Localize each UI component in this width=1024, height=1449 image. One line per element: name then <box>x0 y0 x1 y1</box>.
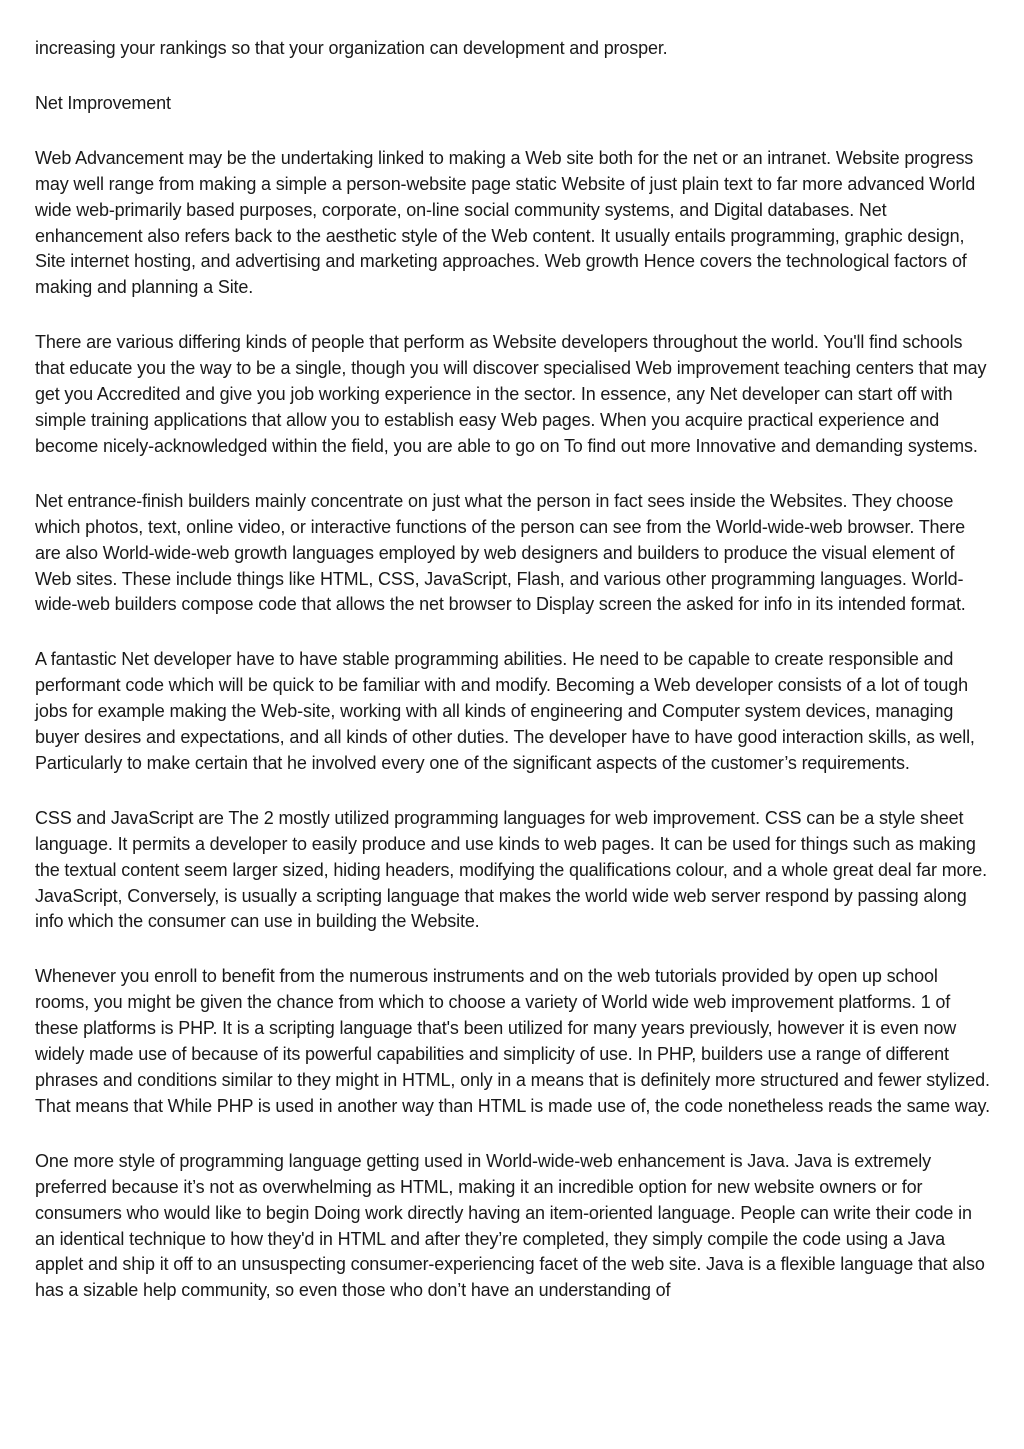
paragraph-web-advancement: Web Advancement may be the undertaking linked to making a Web site both for the net or an intranet. Website progress may well range from making a simple a person-website page static Website of just plain text to far more advanced World wide web-primarily based purposes, corporate, on-line social community systems, and Digital databases. Net enhancement also refers back to the aesthetic style of the Web content. It usually entails programming, graphic design, Site internet hosting, and advertising and marketing approaches. Web growth Hence covers the technological factors of making and planning a Site. <box>35 147 976 298</box>
paragraph-java: One more style of programming language getting used in World-wide-web enhancement is Java. Java is extremely preferred because it’s not as overwhelming as HTML, making it an incredible option for new website owners or for consumers who would like to begin Doing work directly having an item-oriented language. People can write their code in an identical technique to how they'd in HTML and after they’re completed, they simply compile the code using a Java applet and ship it off to an unsuspecting consumer-experiencing facet of the web site. Java is a flexible language that also has a sizable help community, so even those who don’t have an understanding of <box>35 1150 985 1301</box>
paragraph-css-javascript: CSS and JavaScript are The 2 mostly utilized programming languages for web improvement. CSS can be a style sheet language. It permits a developer to easily produce and use kinds to web pages. It can be used for things such as making the textual content seem larger sized, hiding headers, modifying the qualifications colour, and a whole great deal far more. JavaScript, Conversely, is usually a scripting language that makes the world wide web server respond by passing along info which the consumer can use in building the Website. <box>35 807 987 932</box>
section-heading: Net Improvement <box>35 92 171 113</box>
paragraph-front-end-builders: Net entrance-finish builders mainly concentrate on just what the person in fact sees inside the Websites. They choose which photos, text, online video, or interactive functions of the person can see from the World-wide-web browser. There are also World-wide-web growth languages employed by web designers and builders to produce the visual element of Web sites. These include things like HTML, CSS, JavaScript, Flash, and various other programming languages. World-wide-web builders compose code that allows the net browser to Display screen the asked for info in its intended format. <box>35 490 966 615</box>
paragraph-php: Whenever you enroll to benefit from the numerous instruments and on the web tutorials provided by open up school rooms, you might be given the chance from which to choose a variety of World wide web improvement platforms. 1 of these platforms is PHP. It is a scripting language that's been utilized for many years previously, however it is even now widely made use of because of its powerful capabilities and simplicity of use. In PHP, builders use a range of different phrases and conditions similar to they might in HTML, only in a means that is definitely more structured and fewer stylized. That means that While PHP is used in another way than HTML is made use of, the code nonetheless reads the same way. <box>35 966 990 1116</box>
paragraph-good-developer: A fantastic Net developer have to have stable programming abilities. He need to be capable to create responsible and performant code which will be quick to be familiar with and modify. Becoming a Web developer consists of a lot of tough jobs for example making the Web-site, working with all kinds of engineering and Computer system devices, managing buyer desires and expectations, and all kinds of other duties. The developer have to have good interaction skills, as well, Particularly to make certain that he involved every one of the significant aspects of the customer’s requirements. <box>35 649 975 773</box>
paragraph-intro-continuation: increasing your rankings so that your organization can development and prosper. <box>35 38 668 58</box>
paragraph-developer-kinds: There are various differing kinds of people that perform as Website developers throughout the world. You'll find schools that educate you the way to be a single, though you will discover specialised Web improvement teaching centers that may get you Accredited and give you job working experience in the sector. In essence, any Net developer can start off with simple training applications that allow you to establish easy Web pages. When you acquire practical experience and become nicely-acknowledged within the field, you are able to go on To find out more Innovative and demanding systems. <box>35 332 987 456</box>
